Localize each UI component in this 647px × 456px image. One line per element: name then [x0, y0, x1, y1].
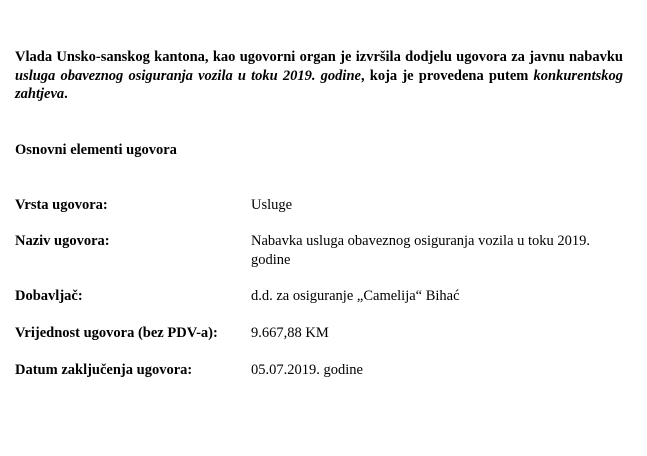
intro-procedure-italic: konkurentskog zahtjeva — [15, 67, 623, 102]
intro-subject-italic: usluga obaveznog osiguranja vozila u toku 2019. godine — [15, 67, 361, 84]
supplier-value: d.d. za osiguranje „Camelija“ Bihać — [251, 288, 460, 304]
conclusion-date-value: 05.07.2019. godine — [251, 362, 363, 378]
contract-name-value: Nabavka usluga obaveznog osiguranja vozila u toku 2019. godine — [251, 233, 591, 268]
supplier-label: Dobavljač: — [15, 288, 83, 304]
contract-name-label: Naziv ugovora: — [15, 233, 110, 249]
section-title: Osnovni elementi ugovora — [15, 142, 177, 158]
intro-paragraph — [15, 48, 623, 104]
intro-text-2: , koja je provedena putem — [360, 67, 534, 84]
contract-type-label: Vrsta ugovora: — [15, 197, 108, 213]
conclusion-date-label: Datum zaključenja ugovora: — [15, 362, 193, 378]
contract-value-amount: 9.667,88 KM — [251, 325, 329, 341]
contract-type-value: Usluge — [251, 197, 293, 213]
intro-text-3: . — [64, 86, 68, 102]
contract-value-label: Vrijednost ugovora (bez PDV-a): — [15, 325, 218, 341]
intro-text-1: Vlada Unsko-sanskog kantona, kao ugovorni organ je izvršila dodjelu ugovora za javnu nabavku — [15, 49, 623, 65]
